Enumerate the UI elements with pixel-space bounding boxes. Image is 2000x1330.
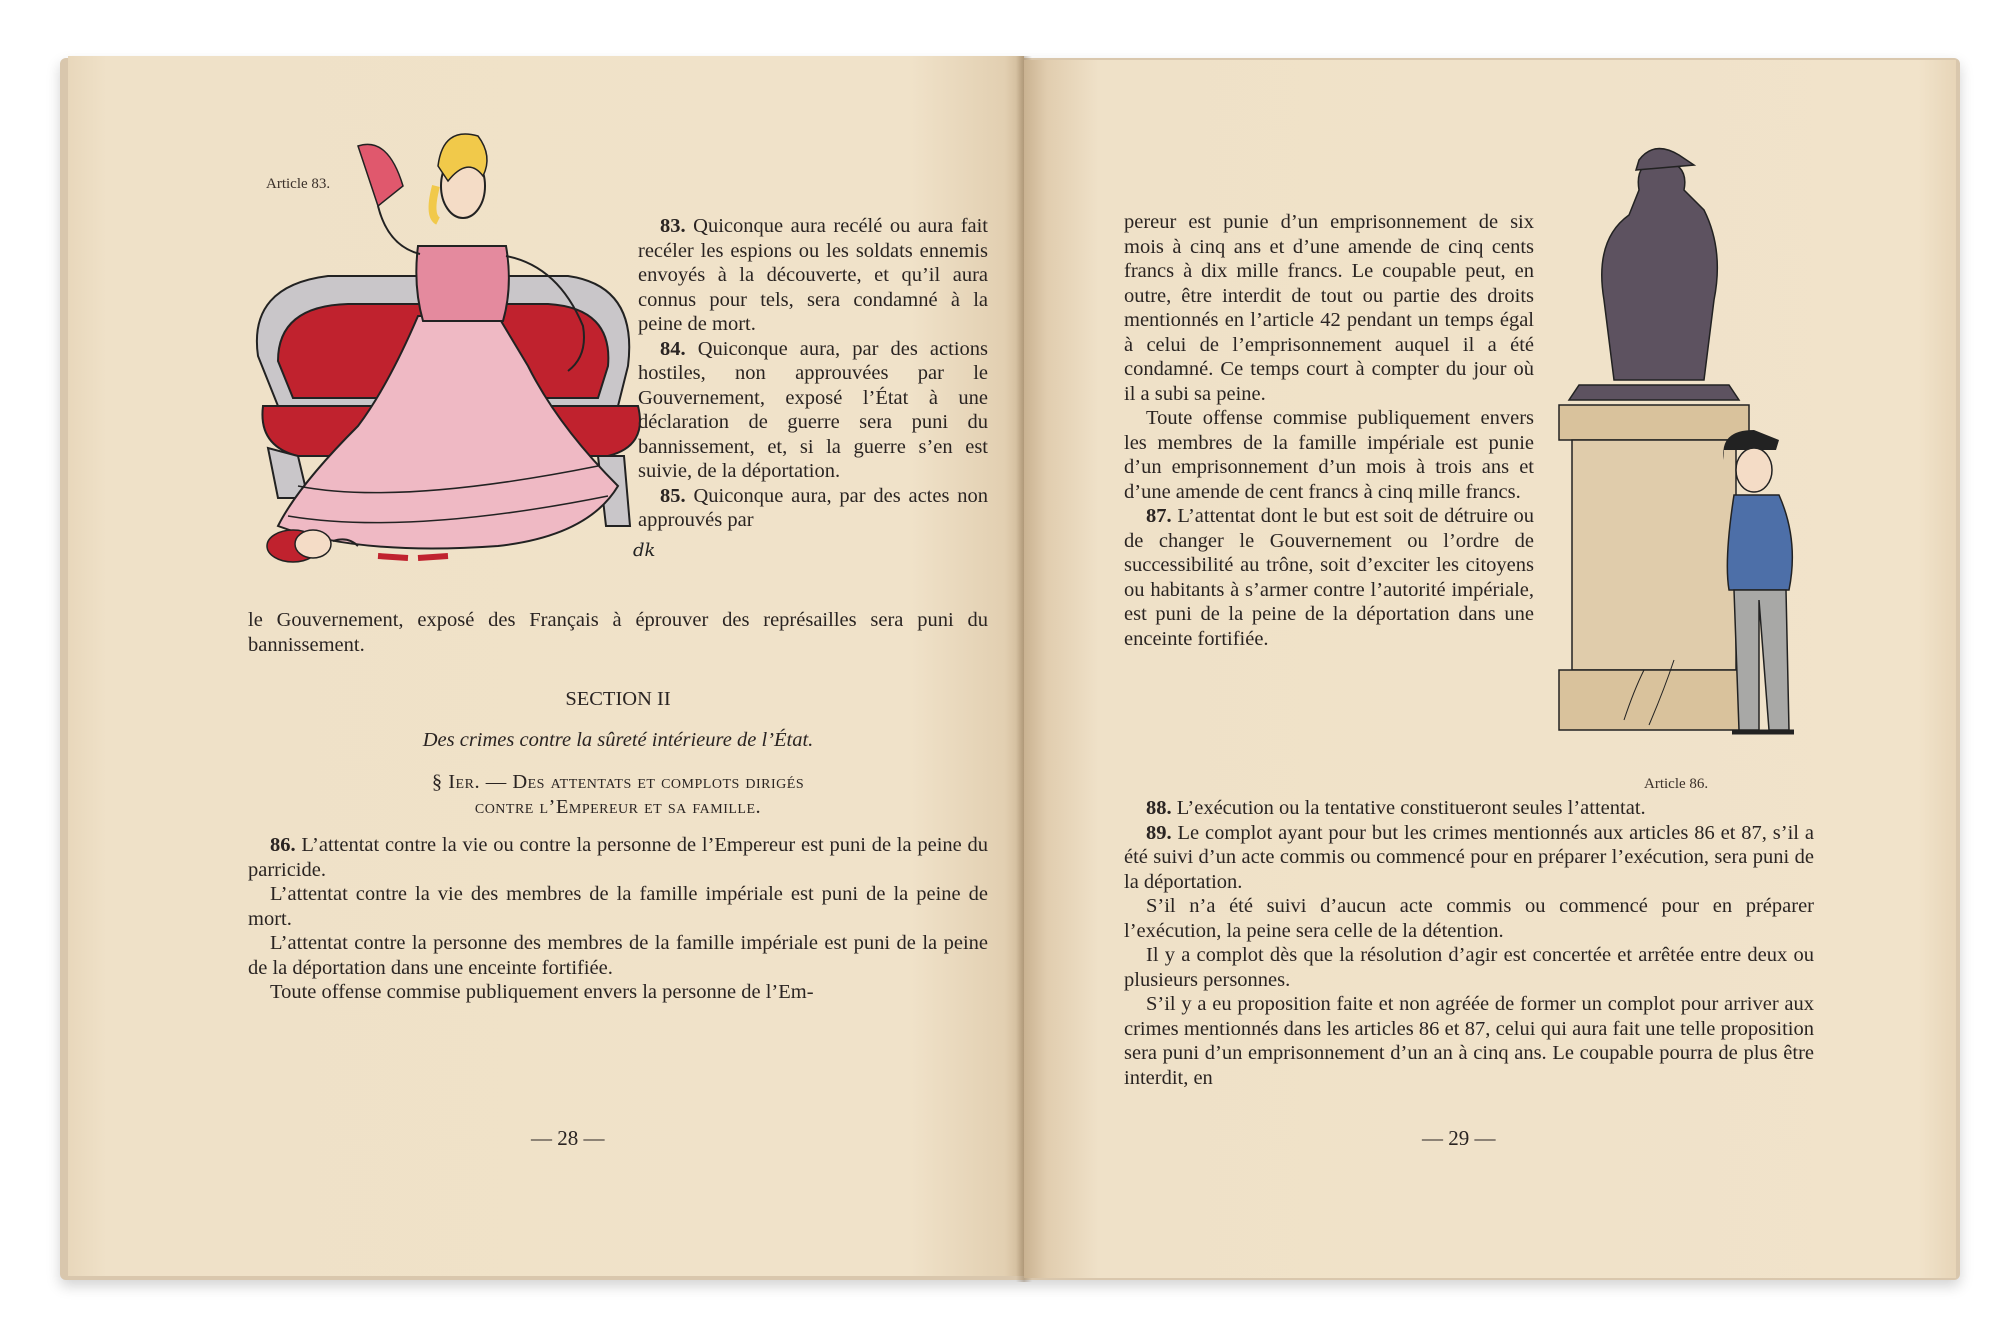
article-85-start: 85. Quiconque aura, par des actes non approuvés par (638, 484, 989, 531)
article-87: 87. L’attentat dont le but est soit de détruire ou de changer le Gouvernement ou l’ordre de successibilité au trône, soit d’exciter les citoyens ou habitants à s’armer contre l’autorité impériale, est puni de la peine de la déportation dans une enceinte fortifiée. (1124, 505, 1534, 650)
right-page (1024, 60, 1956, 1278)
article-89-paragraph-2: S’il n’a été suivi d’aucun acte commis ou commencé pour en préparer l’exécution, la peine sera celle de la détention. (1124, 895, 1814, 942)
illustration-caption-article-86: Article 86. (1644, 776, 1709, 792)
article-88: 88. L’exécution ou la tentative constitueront seules l’attentat. (1146, 797, 1646, 819)
article-86-paragraph-3: L’attentat contre la personne des membres de la famille impériale est puni de la peine de la déportation dans une enceinte fortifiée. (248, 932, 988, 979)
page-number-28: — 28 — (531, 1126, 605, 1150)
left-main-text (248, 608, 988, 1005)
right-column-text (1124, 210, 1534, 651)
article-89-paragraph-4: S’il y a eu proposition faite et non agréée de former un complot pour arriver aux crimes mentionnés dans les articles 86 et 87, celui qui aura fait une telle proposition sera puni d’un emprisonnement d’un an à cinq ans. Le coupable pourra de plus être interdit, en (1124, 993, 1814, 1089)
article-86-paragraph-4: Toute offense commise publiquement envers la personne de l’Em- (270, 981, 814, 1003)
illustration-lady-on-sofa (238, 126, 678, 646)
illustration-statue-and-man (1554, 130, 1814, 750)
subsection-title-line1: § Ier. — Des attentats et complots dirigés (431, 771, 805, 793)
article-83: 83. Quiconque aura recélé ou aura fait recéler les espions ou les soldats ennemis envoyés à la découverte, et qu’il aura connus pour tels, sera condamné à la peine de mort. (638, 215, 989, 335)
illustration-caption-article-83: Article 83. (266, 176, 331, 192)
text-beside-illustration (638, 214, 988, 533)
left-page (68, 56, 1024, 1276)
section-heading: SECTION II (565, 688, 671, 710)
article-86-paragraph-2: L’attentat contre la vie des membres de la famille impériale est puni de la peine de mort. (248, 883, 988, 930)
article-84: 84. Quiconque aura, par des actions hostiles, non approuvées par le Gouvernement, exposé l’État à une déclaration de guerre sera puni du bannissement, et, si la guerre s’en est suivie, de la déportation. (638, 337, 988, 482)
article-89-paragraph-3: Il y a complot dès que la résolution d’agir est concertée et arrêtée entre deux ou plusieurs personnes. (1124, 944, 1814, 991)
artist-signature: dk (633, 540, 656, 561)
page-number-29: — 29 — (1422, 1126, 1496, 1150)
article-85-continuation: le Gouvernement, exposé des Français à éprouver des représailles sera puni du bannissement. (248, 609, 988, 656)
offense-imperial-family: Toute offense commise publiquement envers les membres de la famille impériale est punie d’un emprisonnement d’un mois à trois ans et d’une amende de cent francs à cinq mille francs. (1124, 407, 1534, 503)
section-subtitle: Des crimes contre la sûreté intérieure de l’État. (422, 728, 814, 751)
subsection-title-line2: contre l’Empereur et sa famille. (474, 795, 762, 818)
article-89: 89. Le complot ayant pour but les crimes mentionnés aux articles 86 et 87, s’il a été suivi d’un acte commis ou commencé pour en préparer l’exécution, sera puni de la déportation. (1124, 821, 1815, 893)
article-86: 86. L’attentat contre la vie ou contre la personne de l’Empereur est puni de la peine du parricide. (248, 834, 989, 881)
right-full-width-text (1124, 796, 1814, 1090)
article-86-continuation: pereur est punie d’un emprisonnement de six mois à cinq ans et d’une amende de cinq cents francs à dix mille francs. Le coupable peut, en outre, être interdit de tout ou partie des droits mentionnés en l’article 42 pendant un temps égal à celui de l’emprisonnement auquel il a été condamné. Ce temps court à compter du jour où il a subi sa peine. (1124, 211, 1534, 405)
